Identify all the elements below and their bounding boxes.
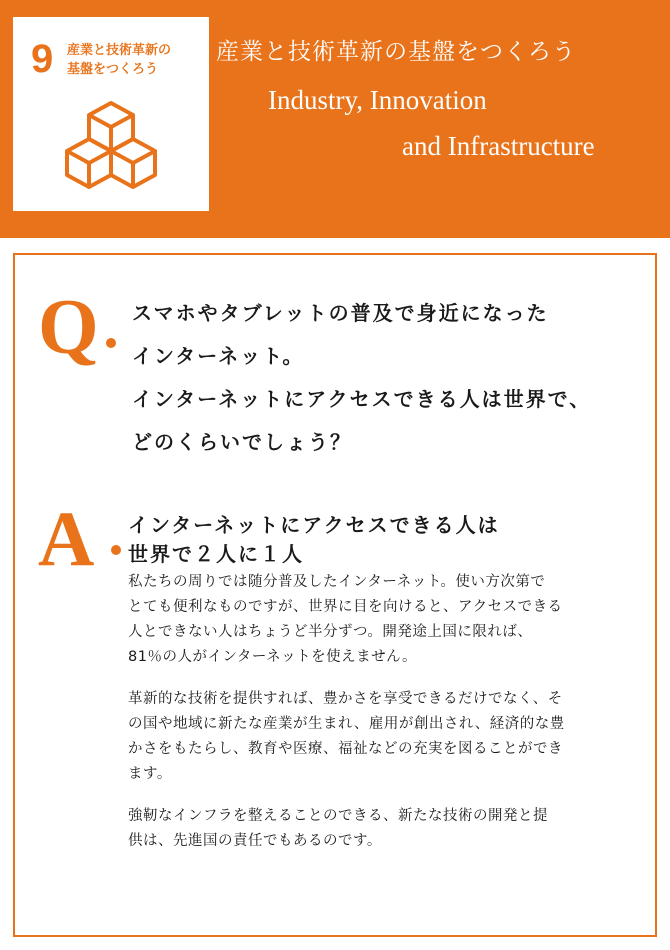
question-line: インターネット。 <box>132 344 305 368</box>
header-title-en-line2: and Infrastructure <box>402 131 595 161</box>
header-title-ja: 産業と技術革新の基盤をつくろう <box>216 39 576 65</box>
goal-number: 9 <box>31 37 54 81</box>
question-line: どのくらいでしょう？ <box>132 430 352 454</box>
paragraph-line: 人とできない人はちょうど半分ずつ。開発途上国に限れば、 <box>128 624 533 640</box>
paragraph-line: 強靭なインフラを整えることのできる、新たな技術の開発と提 <box>128 808 548 824</box>
header-banner <box>0 0 670 238</box>
answer-paragraph-3 <box>128 804 548 854</box>
paragraph-line: 革新的な技術を提供すれば、豊かさを享受できるだけでなく、そ <box>128 691 563 707</box>
question-text <box>132 292 591 464</box>
answer-letter: A <box>38 495 95 582</box>
question-line: スマホやタブレットの普及で身近になった <box>132 301 549 325</box>
goal-badge-title-line: 産業と技術革新の <box>67 43 172 58</box>
goal-badge-title-line: 基盤をつくろう <box>67 62 159 77</box>
question-dot <box>106 338 116 348</box>
paragraph-line: とても便利なものですが、世界に目を向けると、アクセスできる <box>128 599 563 615</box>
sdg-goal-badge <box>13 17 209 211</box>
header-title-en-line1: Industry, Innovation <box>268 85 487 115</box>
paragraph-line: 81％の人がインターネットを使えません。 <box>128 649 418 665</box>
answer-paragraph-1 <box>128 570 563 670</box>
question-line: インターネットにアクセスできる人は世界で、 <box>132 387 592 411</box>
answer-heading-line: インターネットにアクセスできる人は <box>128 513 500 537</box>
answer-dot <box>111 545 121 555</box>
answer-paragraph-2 <box>128 687 565 787</box>
paragraph-line: ます。 <box>128 766 172 782</box>
paragraph-line: の国や地域に新たな産業が生まれ、雇用が創出され、経済的な豊 <box>128 716 565 732</box>
paragraph-line: 供は、先進国の責任でもあるのです。 <box>128 833 382 849</box>
question-letter: Q <box>38 283 99 370</box>
answer-heading <box>128 511 500 569</box>
paragraph-line: かさをもたらし、教育や医療、福祉などの充実を図ることができ <box>128 741 563 757</box>
goal-badge-title <box>67 41 171 79</box>
stacked-cubes-icon <box>59 99 163 203</box>
answer-heading-line: 世界で２人に１人 <box>128 542 304 566</box>
paragraph-line: 私たちの周りでは随分普及したインターネット。使い方次第で <box>128 574 546 590</box>
